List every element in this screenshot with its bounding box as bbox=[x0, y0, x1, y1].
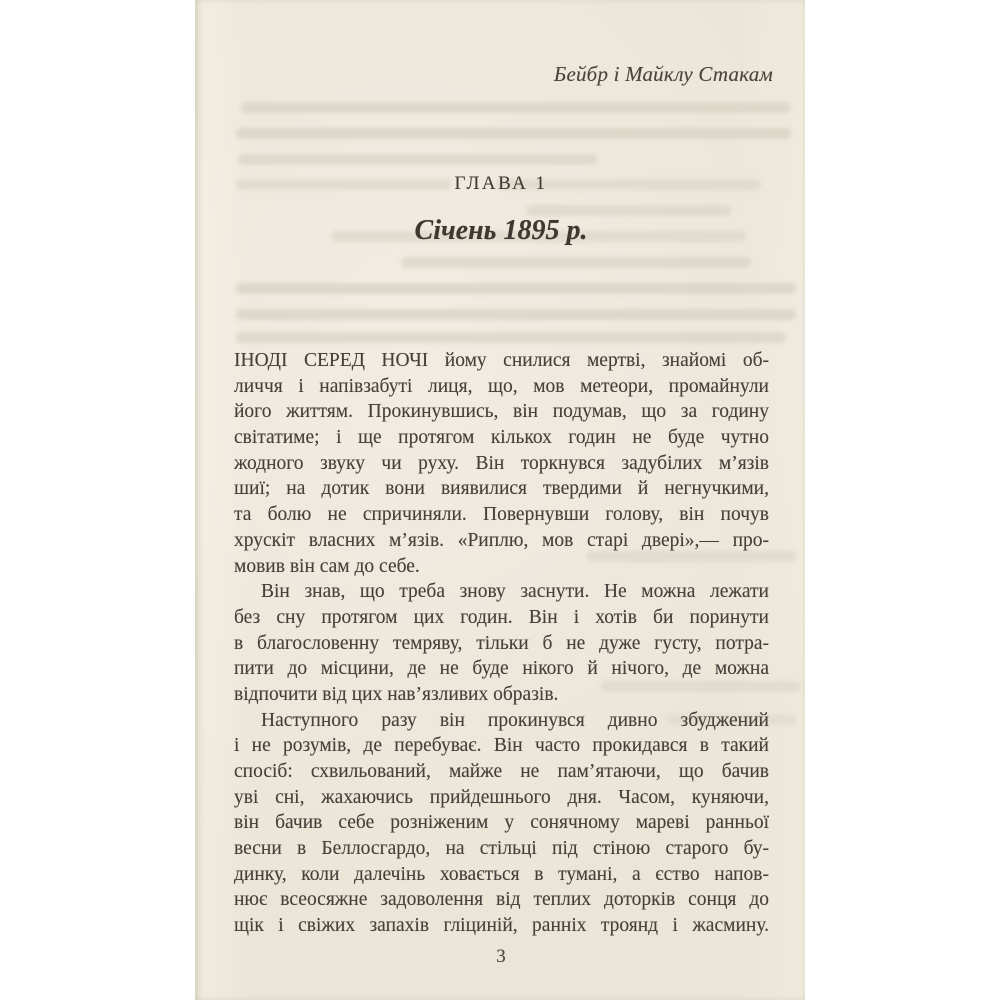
body-line: Він знав, що треба знову заснути. Не можна лежати bbox=[261, 581, 769, 603]
body-line: відпочити від цих нав’язливих образів. bbox=[234, 683, 559, 705]
body-line: Наступного разу він прокинувся дивно збуджений bbox=[261, 709, 769, 731]
body-line: та болю не спричиняли. Повернувши голову, він почув bbox=[234, 504, 769, 526]
body-line: весни в Беллосгардо, на стільці під стіною старого бу- bbox=[234, 838, 769, 860]
body-line: без сну протягом цих годин. Він і хотів би поринути bbox=[234, 606, 769, 628]
dedication: Бейбр і Майклу Стакам bbox=[553, 62, 773, 86]
chapter-subtitle: Січень 1895 р. bbox=[414, 215, 588, 246]
body-line: щік і свіжих запахів гліциній, ранніх троянд і жасмину. bbox=[234, 915, 769, 937]
page-number: 3 bbox=[496, 946, 506, 967]
body-line: пити до місцини, де не буде нікого й нічого, де можна bbox=[234, 658, 769, 680]
body-line: світатиме; і ще протягом кількох годин не буде чутно bbox=[234, 427, 769, 449]
page-content bbox=[196, 0, 805, 1000]
body-line: уві сні, жахаючись прийдешнього дня. Часом, куняючи, bbox=[234, 786, 769, 808]
body-line: в благословенну темряву, тільки б не дуже густу, потра- bbox=[234, 632, 769, 654]
body-line: він бачив себе розніженим у сонячному мареві ранньої bbox=[234, 812, 769, 834]
body-text bbox=[234, 348, 769, 939]
body-line: і не розумів, де перебуває. Він часто прокидався в такий bbox=[234, 735, 769, 757]
body-line: шиї; на дотик вони виявилися твердими й негнучкими, bbox=[234, 478, 769, 500]
book-page bbox=[195, 0, 805, 1000]
body-line: динку, коли далечінь ховається в тумані, а єство напов- bbox=[234, 863, 769, 885]
body-line: ІНОДІ СЕРЕД НОЧІ йому снилися мертві, знайомі об- bbox=[234, 350, 769, 371]
body-line: личчя і напівзабуті лиця, що, мов метеори, промайнули bbox=[234, 375, 769, 397]
body-line: мовив він сам до себе. bbox=[234, 555, 420, 577]
body-line: жодного звуку чи руху. Він торкнувся задубілих м’язів bbox=[234, 452, 769, 474]
body-line: спосіб: схвильований, майже не пам’ятаючи, що бачив bbox=[234, 761, 769, 782]
body-line: хрускіт власних м’язів. «Риплю, мов старі двері»,— про- bbox=[234, 529, 769, 551]
body-line: нює всеосяжне задоволення від теплих доторків сонця до bbox=[234, 889, 769, 911]
chapter-heading: ГЛАВА 1 bbox=[454, 173, 548, 194]
body-line: його життям. Прокинувшись, він подумав, що за годину bbox=[234, 401, 769, 423]
